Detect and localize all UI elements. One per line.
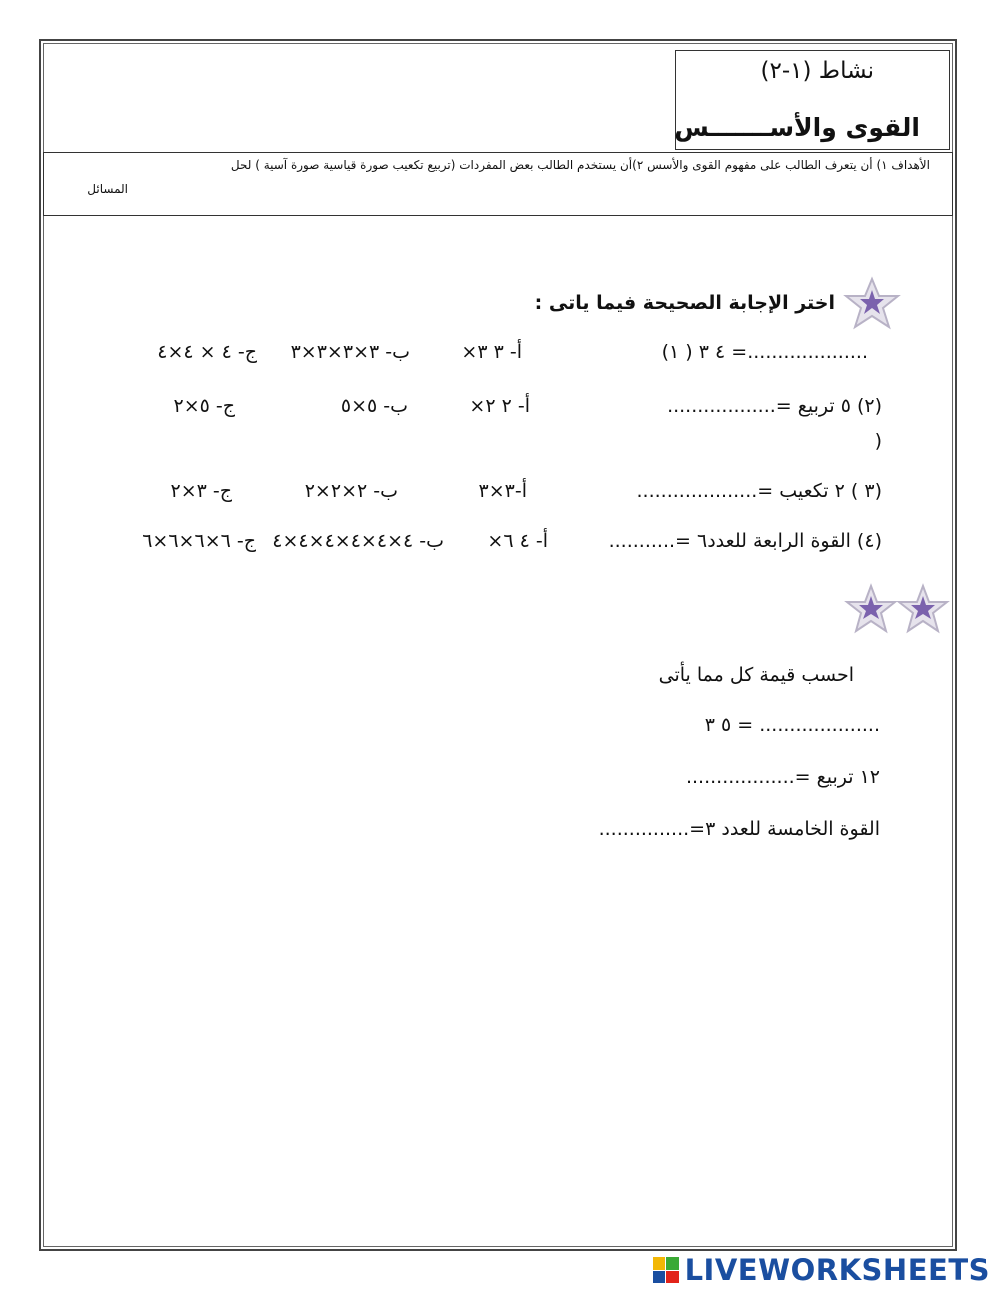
section1-instruction: اختر الإجابة الصحيحة فيما ياتى :: [534, 292, 835, 314]
q4-prompt: (٤) القوة الرابعة للعدد٦ =...........: [608, 530, 882, 552]
brand-name: LIVEWORKSHEETS: [684, 1253, 990, 1287]
q2-option-b[interactable]: ب- ٥×٥: [340, 395, 408, 417]
q2-prompt: (٢) ٥ تربيع =..................: [667, 395, 882, 417]
goals-line-2: المسائل: [87, 182, 128, 196]
activity-label: نشاط (١-٢): [760, 58, 874, 84]
q1-option-c[interactable]: ج- ٤ × ٤×٤: [157, 341, 257, 363]
section2-instruction: احسب قيمة كل مما يأتى: [658, 664, 854, 686]
q1-prompt: (١ ) ٤ ٣ =....................: [661, 341, 868, 363]
goals-line-1: الأهداف ١) أن يتعرف الطالب على مفهوم القوى والأسس ٢)أن يستخدم الطالب بعض المفردات (تربيع تكعيب صورة قياسية صورة آسية ) لحل: [230, 158, 930, 172]
q1-option-b[interactable]: ب- ٣×٣×٣×٣: [290, 341, 410, 363]
q3-option-a[interactable]: أ-٣×٣: [478, 480, 527, 502]
q4-option-a[interactable]: أ- ٤ ٦×: [487, 530, 548, 552]
q2-option-a[interactable]: أ- ٢ ٢×: [469, 395, 530, 417]
q3-prompt: (٣ ) ٢ تكعيب =....................: [636, 480, 882, 502]
q1-option-a[interactable]: أ- ٣ ٣×: [461, 341, 522, 363]
calc-item-1: ٥ ٣ = ....................: [704, 714, 880, 736]
calc-item-3: القوة الخامسة للعدد ٣=...............: [598, 818, 880, 840]
brand-logo-icon: [653, 1257, 679, 1283]
stray-paren: ): [874, 430, 882, 452]
page-title: القوى والأســـــــس: [674, 113, 920, 142]
page-frame-inner: [43, 43, 953, 1247]
star-icon: [842, 276, 902, 330]
double-star-icon: [843, 583, 951, 635]
calc-item-2: ١٢ تربيع =..................: [685, 766, 880, 788]
q3-option-b[interactable]: ب- ٢×٢×٢: [304, 480, 398, 502]
q3-option-c[interactable]: ج- ٣×٢: [170, 480, 232, 502]
q4-option-c[interactable]: ج- ٦×٦×٦×٦: [142, 530, 256, 552]
q2-option-c[interactable]: ج- ٥×٢: [173, 395, 235, 417]
q4-option-b[interactable]: ب- ٤×٤×٤×٤×٤×٤: [272, 530, 444, 552]
brand-footer: [653, 1252, 990, 1288]
